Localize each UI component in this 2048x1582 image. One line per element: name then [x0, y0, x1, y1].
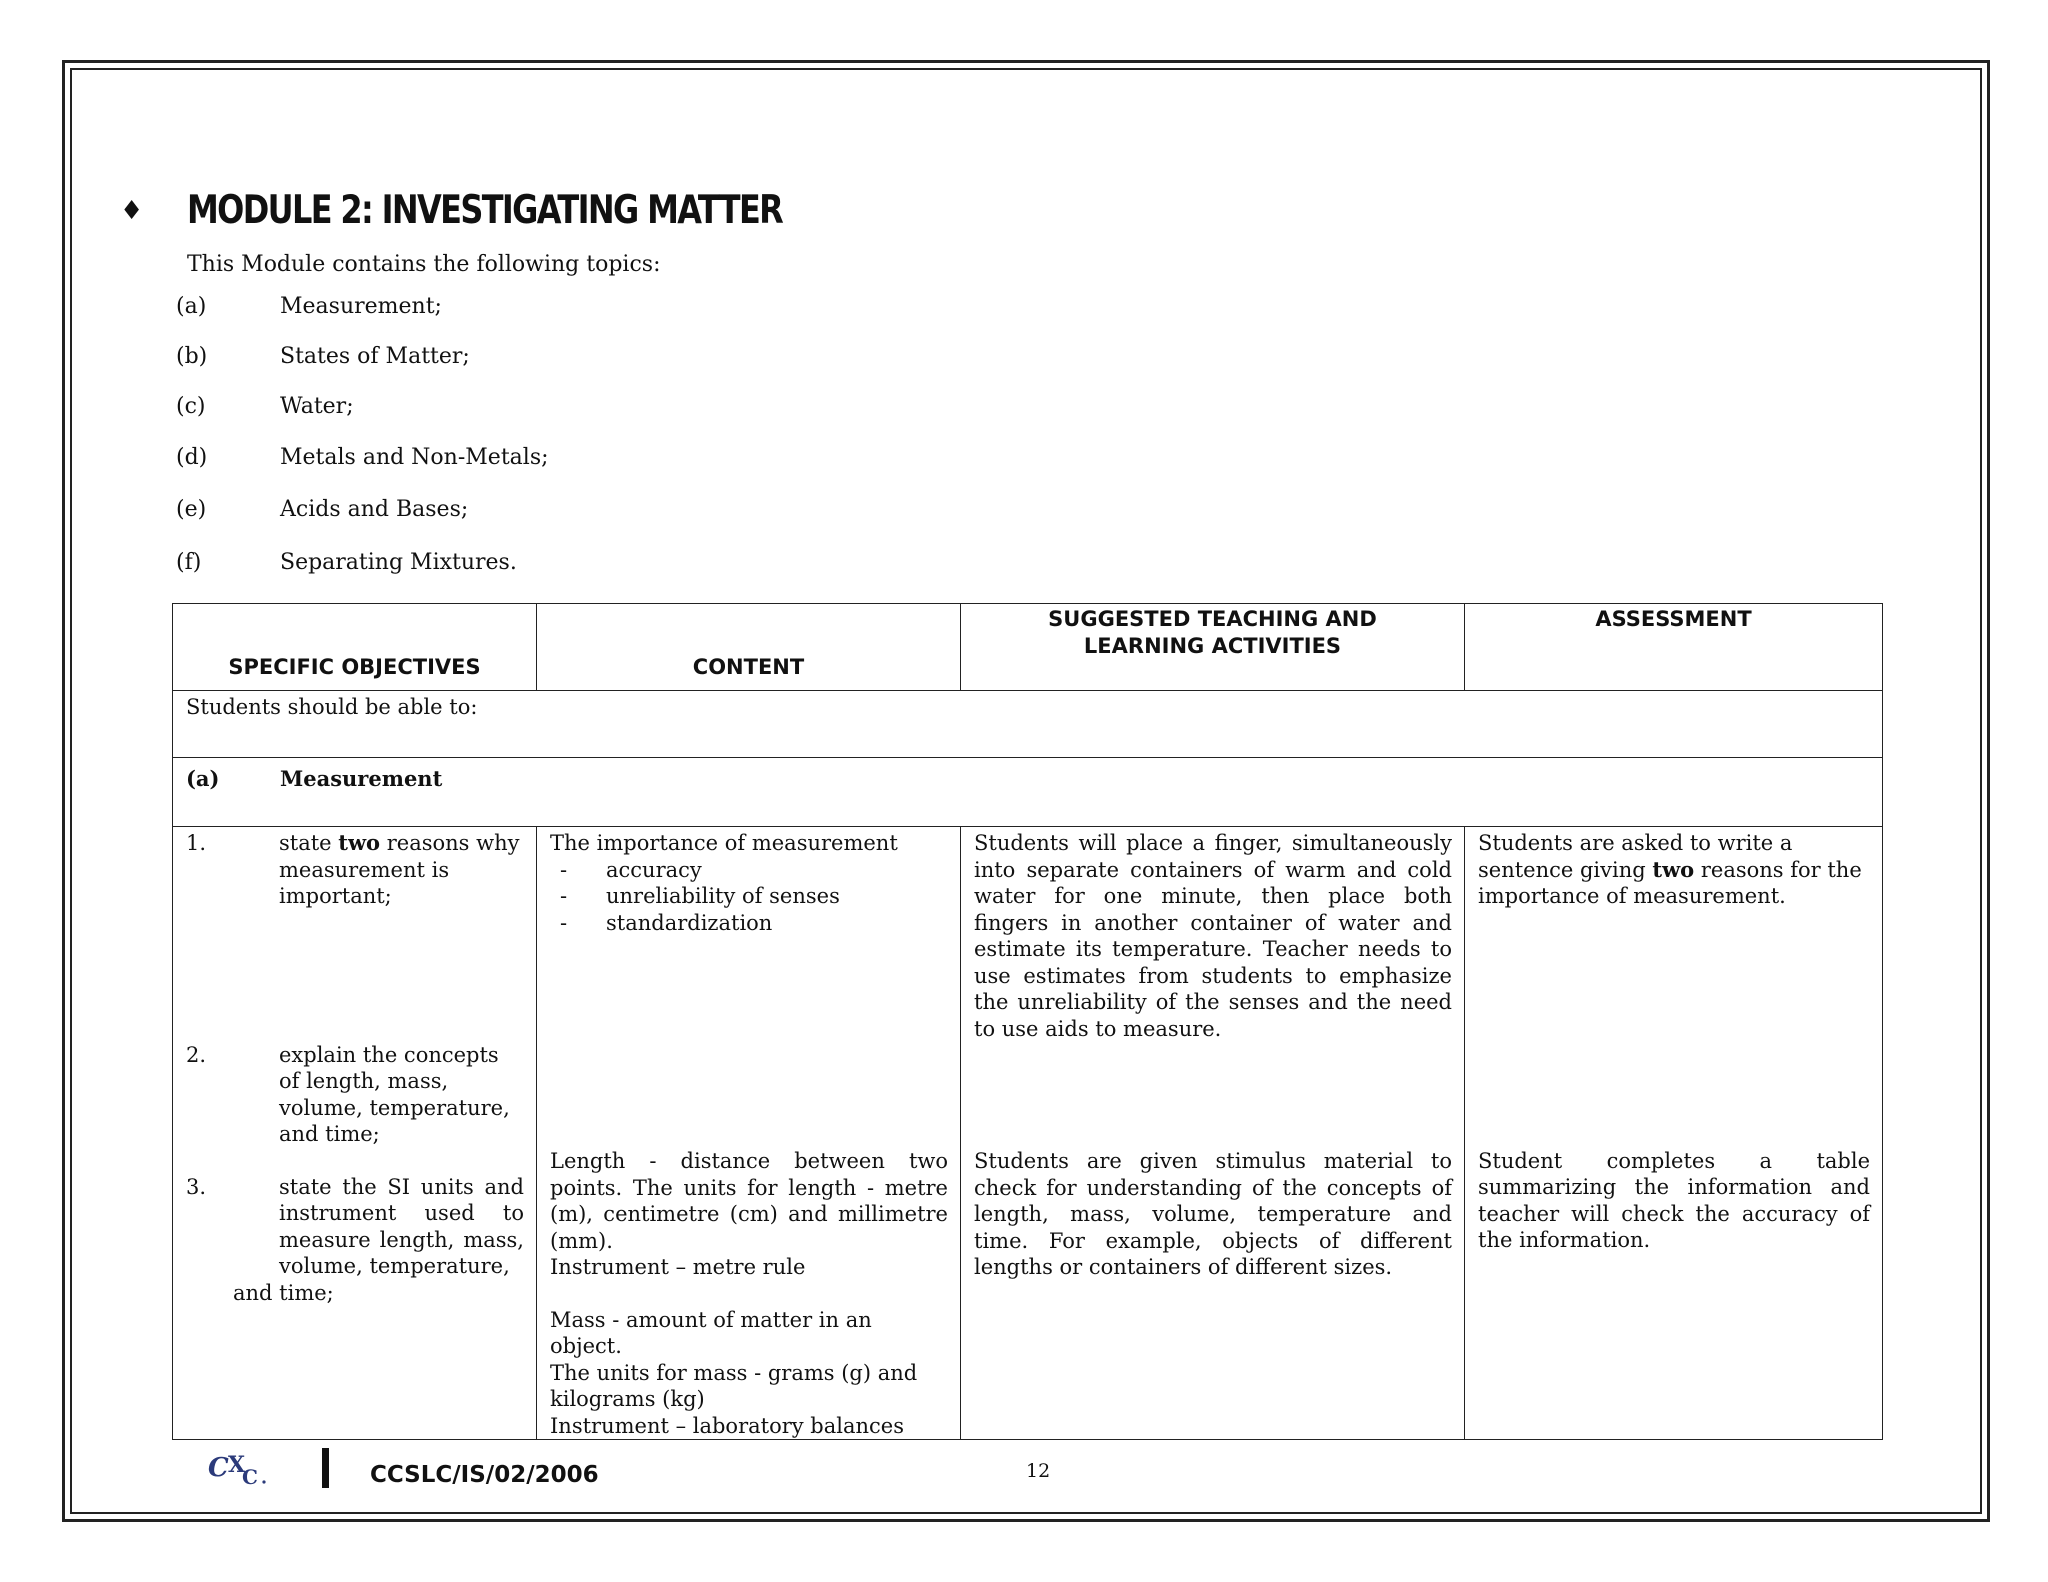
objective-text-part: state [279, 831, 339, 855]
svg-text:C: C [242, 1465, 258, 1488]
content-list-item [550, 857, 948, 884]
cxc-logo-icon [208, 1448, 284, 1488]
content-cell [537, 827, 961, 1440]
assessment-text-1 [1478, 830, 1870, 910]
table-row [173, 691, 1883, 758]
section-heading [173, 758, 1883, 827]
content-list-item [550, 910, 948, 937]
assessment-cell [1465, 827, 1883, 1440]
content-list-item [550, 883, 948, 910]
topic-text: States of Matter; [280, 344, 470, 369]
syllabus-table [172, 603, 1883, 1440]
assessment-text-bold: two [1652, 856, 1695, 882]
topic-text: Measurement; [280, 294, 442, 319]
svg-text:C: C [208, 1453, 229, 1483]
objective-item [186, 1174, 524, 1307]
topic-label: (b) [176, 344, 208, 369]
objective-number: 3. [186, 1174, 207, 1199]
content-mass-instrument: Instrument – laboratory balances [550, 1413, 904, 1438]
svg-text:X: X [228, 1452, 246, 1478]
objective-text-part: reasons why measurement is important; [279, 831, 520, 908]
topic-text: Acids and Bases; [280, 497, 469, 522]
content-mass-units: The units for mass - grams (g) and kilograms (kg) [550, 1360, 918, 1411]
topic-label: (a) [176, 294, 207, 319]
header-objectives: SPECIFIC OBJECTIVES [173, 604, 537, 691]
objective-text: state the SI units and instrument used to measure length, mass, volume, temperature, [279, 1174, 524, 1278]
objective-item [186, 1042, 524, 1148]
topic-label: (d) [176, 445, 208, 470]
objective-text: explain the concepts of length, mass, volume, temperature, and time; [279, 1042, 510, 1146]
header-content: CONTENT [537, 604, 961, 691]
activities-text-3: Students are given stimulus material to check for understanding of the concepts of length, mass, volume, temperature and time. For example, objects of different lengths or containers of different sizes. [974, 1149, 1452, 1279]
assessment-text-part: Students are asked to write a sentence giving [1478, 831, 1793, 882]
section-label: (a) [186, 766, 220, 791]
header-activities-line1: SUGGESTED TEACHING AND [1048, 607, 1377, 631]
diamond-bullet-icon: ♦ [120, 196, 144, 226]
content-list-text: standardization [606, 910, 773, 935]
header-activities [961, 604, 1465, 691]
content-length-definition: Length - distance between two points. The units for length - metre (m), centimetre (cm) and millimetre (mm). [550, 1149, 948, 1253]
topic-text: Separating Mixtures. [280, 550, 517, 575]
dash-bullet: - [560, 884, 568, 908]
dash-bullet: - [560, 910, 568, 935]
activities-cell [961, 827, 1465, 1440]
assessment-text-3: Student completes a table summarizing the information and teacher will check the accuracy of the information. [1478, 1148, 1870, 1252]
page-number: 12 [1026, 1460, 1051, 1482]
objective-number: 2. [186, 1042, 207, 1067]
topic-label: (e) [176, 497, 207, 522]
content-list-text: accuracy [606, 857, 702, 882]
topic-label: (c) [176, 394, 206, 419]
topic-text: Water; [280, 394, 354, 419]
dash-bullet: - [560, 857, 568, 882]
objective-item [186, 830, 524, 910]
section-title: Measurement [280, 766, 443, 791]
objective-number: 1. [186, 831, 207, 855]
content-mass-definition: Mass - amount of matter in an object. [550, 1307, 872, 1358]
table-row [173, 827, 1883, 1440]
content-heading: The importance of measurement [550, 831, 898, 855]
content-length-instrument: Instrument – metre rule [550, 1255, 806, 1279]
module-intro: This Module contains the following topics: [187, 252, 661, 277]
students-line: Students should be able to: [173, 691, 1883, 758]
objective-text-tail: and time; [233, 1280, 334, 1305]
content-list-text: unreliability of senses [606, 884, 840, 908]
topic-text: Metals and Non-Metals; [280, 445, 549, 470]
header-activities-line2: LEARNING ACTIVITIES [1083, 633, 1342, 658]
objective-text-bold: two [338, 830, 381, 855]
header-assessment: ASSESSMENT [1465, 604, 1883, 691]
topic-label: (f) [176, 550, 202, 575]
table-header-row [173, 604, 1883, 691]
objective-text [279, 830, 524, 910]
footer-document-code: CCSLC/IS/02/2006 [370, 1462, 599, 1488]
module-title: MODULE 2: INVESTIGATING MATTER [187, 188, 783, 233]
table-row [173, 758, 1883, 827]
objectives-cell [173, 827, 537, 1440]
footer-divider-bar [322, 1448, 329, 1488]
assessment-text-part: reasons for the importance of measurement. [1478, 857, 1862, 908]
activities-text-1: Students will place a finger, simultaneously into separate containers of warm and cold water for one minute, then place both fingers in another container of water and estimate its temperature. Teacher needs to use estimates from students to emphasize the unreliability of the senses and the need to use aids to measure. [974, 831, 1452, 1041]
